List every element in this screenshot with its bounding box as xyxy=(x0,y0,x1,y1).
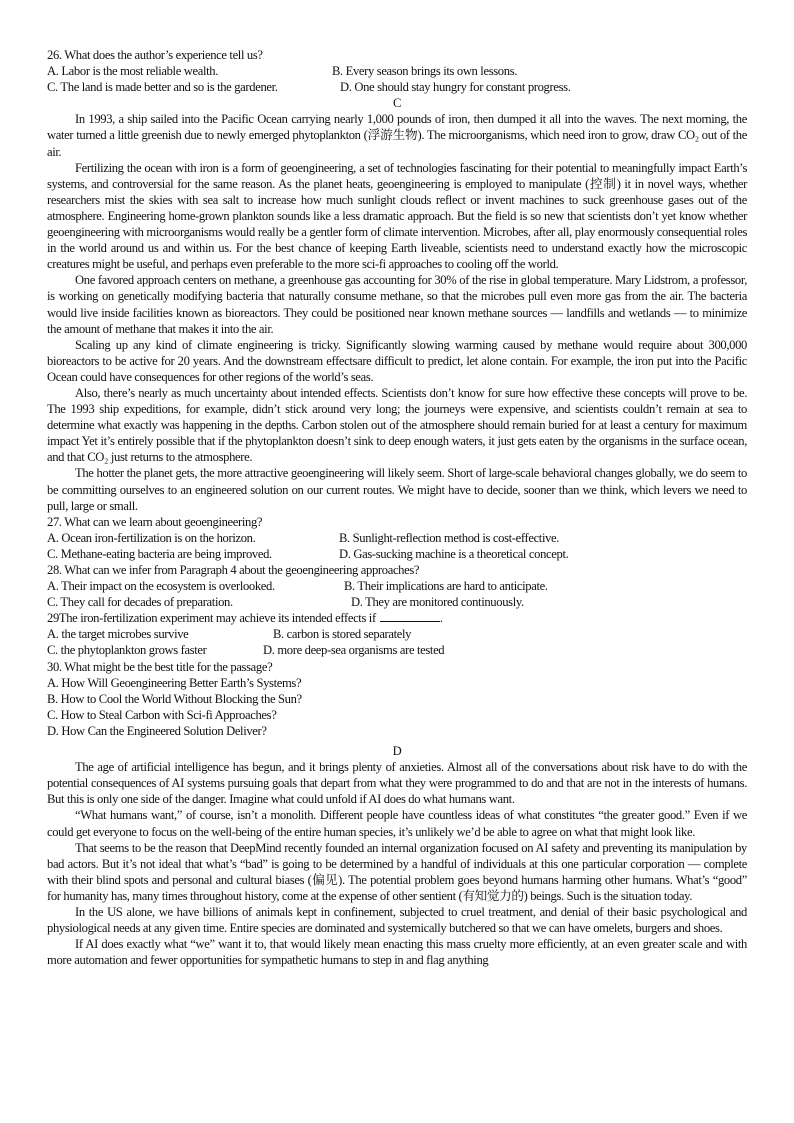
section-c-paragraph-1 xyxy=(47,111,747,159)
question-27-options-row-1 xyxy=(47,530,747,546)
question-27-option-d: D. Gas-sucking machine is a theoretical concept. xyxy=(339,546,569,561)
answer-blank xyxy=(380,611,440,622)
question-26-option-b: B. Every season brings its own lessons. xyxy=(332,64,518,79)
question-27-stem: 27. What can we learn about geoengineering? xyxy=(47,514,263,529)
question-26-option-d: D. One should stay hungry for constant progress. xyxy=(340,80,571,95)
section-d-paragraph-1: The age of artificial intelligence has begun, and it brings plenty of anxieties. Almost all of the conversations about risk have to do with the potential consequences of AI systems pursuing goals that depart from what they were programmed to do and that are not in the interests of humans. But this is only one side of the danger. Imagine what could unfold if AI does do what humans want. xyxy=(47,760,747,807)
question-26-option-a: A. Labor is the most reliable wealth. xyxy=(47,64,219,79)
question-30-option-b: B. How to Cool the World Without Blocking the Sun? xyxy=(47,691,302,706)
question-29-options-row-2 xyxy=(47,642,747,658)
section-d-paragraph-4: In the US alone, we have billions of animals kept in confinement, subjected to cruel treatment, and denial of their basic psychological and physiological needs at any given time. Entire species are dominated and systemically butchered so that we can have omelets, burgers and shoes. xyxy=(47,904,747,936)
question-28-stem: 28. What can we infer from Paragraph 4 about the geoengineering approaches? xyxy=(47,563,420,577)
question-30-stem: 30. What might be the best title for the passage? xyxy=(47,659,273,674)
exam-page xyxy=(47,47,747,968)
section-d-heading: D xyxy=(392,744,402,759)
question-29-option-d: D. more deep-sea organisms are tested xyxy=(263,643,445,658)
question-27-option-b: B. Sunlight-reflection method is cost-effective. xyxy=(339,530,560,545)
section-c-p1-text: In 1993, a ship sailed into the Pacific Ocean carrying nearly 1,000 pounds of iron, then dumped it all into the waves. The next morning, the water turned a little greenish due to newly emerged phytoplankton (浮游生物). The microorganisms, which need iron to grow, draw CO₂ out of the air. xyxy=(47,112,747,159)
question-26-options-row-2 xyxy=(47,79,747,95)
question-28-options-row-2 xyxy=(47,594,747,610)
section-c-paragraph-6: The hotter the planet gets, the more attractive geoengineering will likely seem. Short of large-scale behavioral changes globally, we do seem to be committing ourselves to an engineered solution on our current routes. We might have to decide, sooner than we think, which levers we need to pull, large or small. xyxy=(47,466,747,513)
section-c-paragraph-5: Also, there’s nearly as much uncertainty about intended effects. Scientists don’t know for sure how effective these concepts will prove to be. The 1993 ship expeditions, for example, didn’t stick around very long; the journeys were expensive, and scientists couldn’t remain at sea to determine what exactly was happening in the depths. Carbon stolen out of the atmosphere should remain buried for at least a century for maximum impact Yet it’s entirely possible that if the phytoplankton doesn’t sink to deep enough waters, it just gets eaten by the organisms in the surface ocean, and that CO₂ just returns to the atmosphere. xyxy=(47,385,747,465)
question-27-option-c: C. Methane-eating bacteria are being improved. xyxy=(47,546,272,561)
question-28-option-b: B. Their implications are hard to anticipate. xyxy=(344,579,548,594)
question-30-option-c: C. How to Steal Carbon with Sci-fi Approaches? xyxy=(47,707,277,722)
section-c-paragraph-3: One favored approach centers on methane, a greenhouse gas accounting for 30% of the rise in global temperature. Mary Lidstrom, a professor, is working on genetically modifying bacteria that naturally consume methane, so that the microbes pull even more gas from the air. The bacteria would live inside facilities known as bioreactors. They could be positioned near known methane sources — landfills and wetlands — to minimize the amount of methane that makes it into the air. xyxy=(47,273,747,336)
question-26-stem: 26. What does the author’s experience tell us? xyxy=(47,48,263,62)
section-c-paragraph-2: Fertilizing the ocean with iron is a form of geoengineering, a set of technologies fascinating for their potential to meaningfully impact Earth’s systems, and controversial for the same reason. As the planet heats, geoengineering is employed to manipulate (控制) it in novel ways, whether researchers mist the skies with sea salt to increase how much sunlight clouds reflect or invent machines to suck greenhouse gases out of the atmosphere. Engineering home-grown plankton sounds like a less dramatic approach. But the field is so new that scientists don’t yet know whether geoengineering with microorganisms would really be a gentler form of climate intervention. Microbes, after all, play enormously consequential roles in the world around us and within us. For the best chance of keeping Earth liveable, scientists need to understand exactly how the microscopic creatures might be useful, and perhaps even preferable to the more sci-fi approaches to cooling off the world. xyxy=(47,160,747,272)
question-28-option-c: C. They call for decades of preparation. xyxy=(47,595,233,610)
section-c-paragraph-4: Scaling up any kind of climate engineering is tricky. Significantly slowing warming caused by methane would require about 300,000 bioreactors to be active for 20 years. And the downstream effectsare difficult to predict, let alone contain. For example, the iron put into the Pacific Ocean could have consequences for other regions of the world’s seas. xyxy=(47,337,747,384)
question-29-option-a: A. the target microbes survive xyxy=(47,627,189,642)
section-c-heading: C xyxy=(392,96,402,111)
question-29-stem-text: 29The iron-fertilization experiment may achieve its intended effects if xyxy=(47,611,376,626)
question-27-option-a: A. Ocean iron-fertilization is on the horizon. xyxy=(47,530,256,545)
section-d-paragraph-5: If AI does exactly what “we” want it to, that would likely mean enacting this mass cruelty more efficiently, at an even greater scale and with more automation and fewer opportunities for sympathetic humans to step in and flag anything xyxy=(47,937,747,968)
question-29-options-row-1 xyxy=(47,626,747,642)
section-d-paragraph-3: That seems to be the reason that DeepMind recently founded an internal organization focused on AI safety and preventing its manipulation by bad actors. But it’s not ideal that what’s “bad” is going to be determined by a handful of individuals at this one particular corporation — complete with their blind spots and personal and cultural biases (偏见). The potential problem goes beyond humans harming other humans. What’s “good” for humanity has, many times throughout history, come at the expense of other sentient (有知觉力的) beings. Such is the situation today. xyxy=(47,840,747,903)
question-29-stem-end: . xyxy=(439,611,443,626)
question-27-options-row-2 xyxy=(47,546,747,562)
question-29-option-c: C. the phytoplankton grows faster xyxy=(47,643,207,658)
question-29-option-b: B. carbon is stored separately xyxy=(273,627,412,642)
section-d-paragraph-2: “What humans want,” of course, isn’t a monolith. Different people have countless ideas of what constitutes “the greater good.” Even if we could get everyone to focus on the well-being of the entire human species, it’s unlikely we’d be able to agree on what that might look like. xyxy=(47,808,747,839)
question-28-options-row-1 xyxy=(47,578,747,594)
question-28-option-a: A. Their impact on the ecosystem is overlooked. xyxy=(47,579,275,594)
question-29-stem xyxy=(47,610,747,626)
question-30-option-a: A. How Will Geoengineering Better Earth’s Systems? xyxy=(47,675,302,690)
question-30-option-d: D. How Can the Engineered Solution Deliver? xyxy=(47,723,267,738)
question-26-option-c: C. The land is made better and so is the gardener. xyxy=(47,80,278,95)
question-28-option-d: D. They are monitored continuously. xyxy=(351,595,524,610)
question-26-options-row-1 xyxy=(47,63,747,79)
